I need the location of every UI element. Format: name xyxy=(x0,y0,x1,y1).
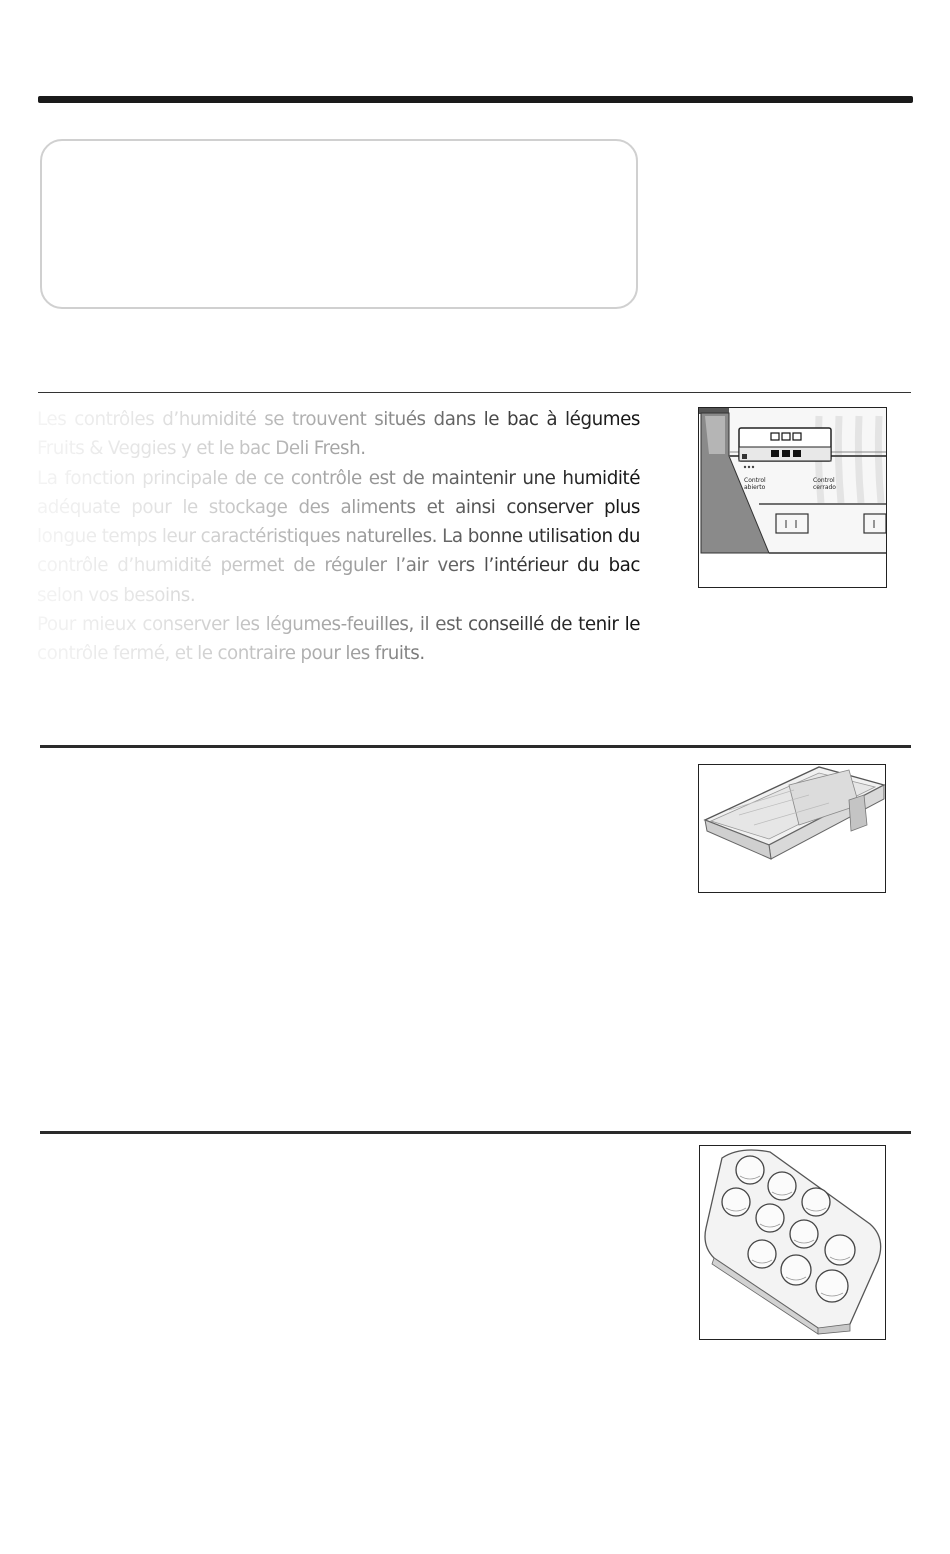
humidity-paragraph-1: Les contrôles d’humidité se trouvent situés dans le bac à légumes Fruits & Veggies y et le bac Deli Fresh. xyxy=(37,409,640,460)
section-divider-egg-tray xyxy=(40,1131,911,1134)
note-box xyxy=(40,139,638,309)
header-rule xyxy=(38,96,913,103)
control-open-label-1: Control xyxy=(744,477,766,484)
control-closed-label-2: cerrado xyxy=(813,484,836,491)
control-open-label-2: abierto xyxy=(744,484,766,491)
control-closed-label-1: Control xyxy=(813,477,835,484)
egg-tray-illustration xyxy=(699,1145,886,1340)
humidity-paragraph-2: La fonction principale de ce contrôle est de maintenir une humidité adéquate pour le stockage des aliments et ainsi conserver plus longue temps leur caractéristiques naturelles. La bonne utilisation du contrôle d’humidité permet de réguler l’air vers l’intérieur du bac selon vos besoins. xyxy=(37,467,640,606)
section-divider-humidity xyxy=(38,392,911,393)
crisper-drawer-illustration xyxy=(698,764,886,893)
humidity-control-illustration xyxy=(698,407,887,588)
section-divider-crisper xyxy=(40,745,911,748)
humidity-description xyxy=(37,405,640,669)
humidity-paragraph-3: Pour mieux conserver les légumes-feuilles, il est conseillé de tenir le contrôle fermé, et le contraire pour les fruits. xyxy=(37,614,640,665)
